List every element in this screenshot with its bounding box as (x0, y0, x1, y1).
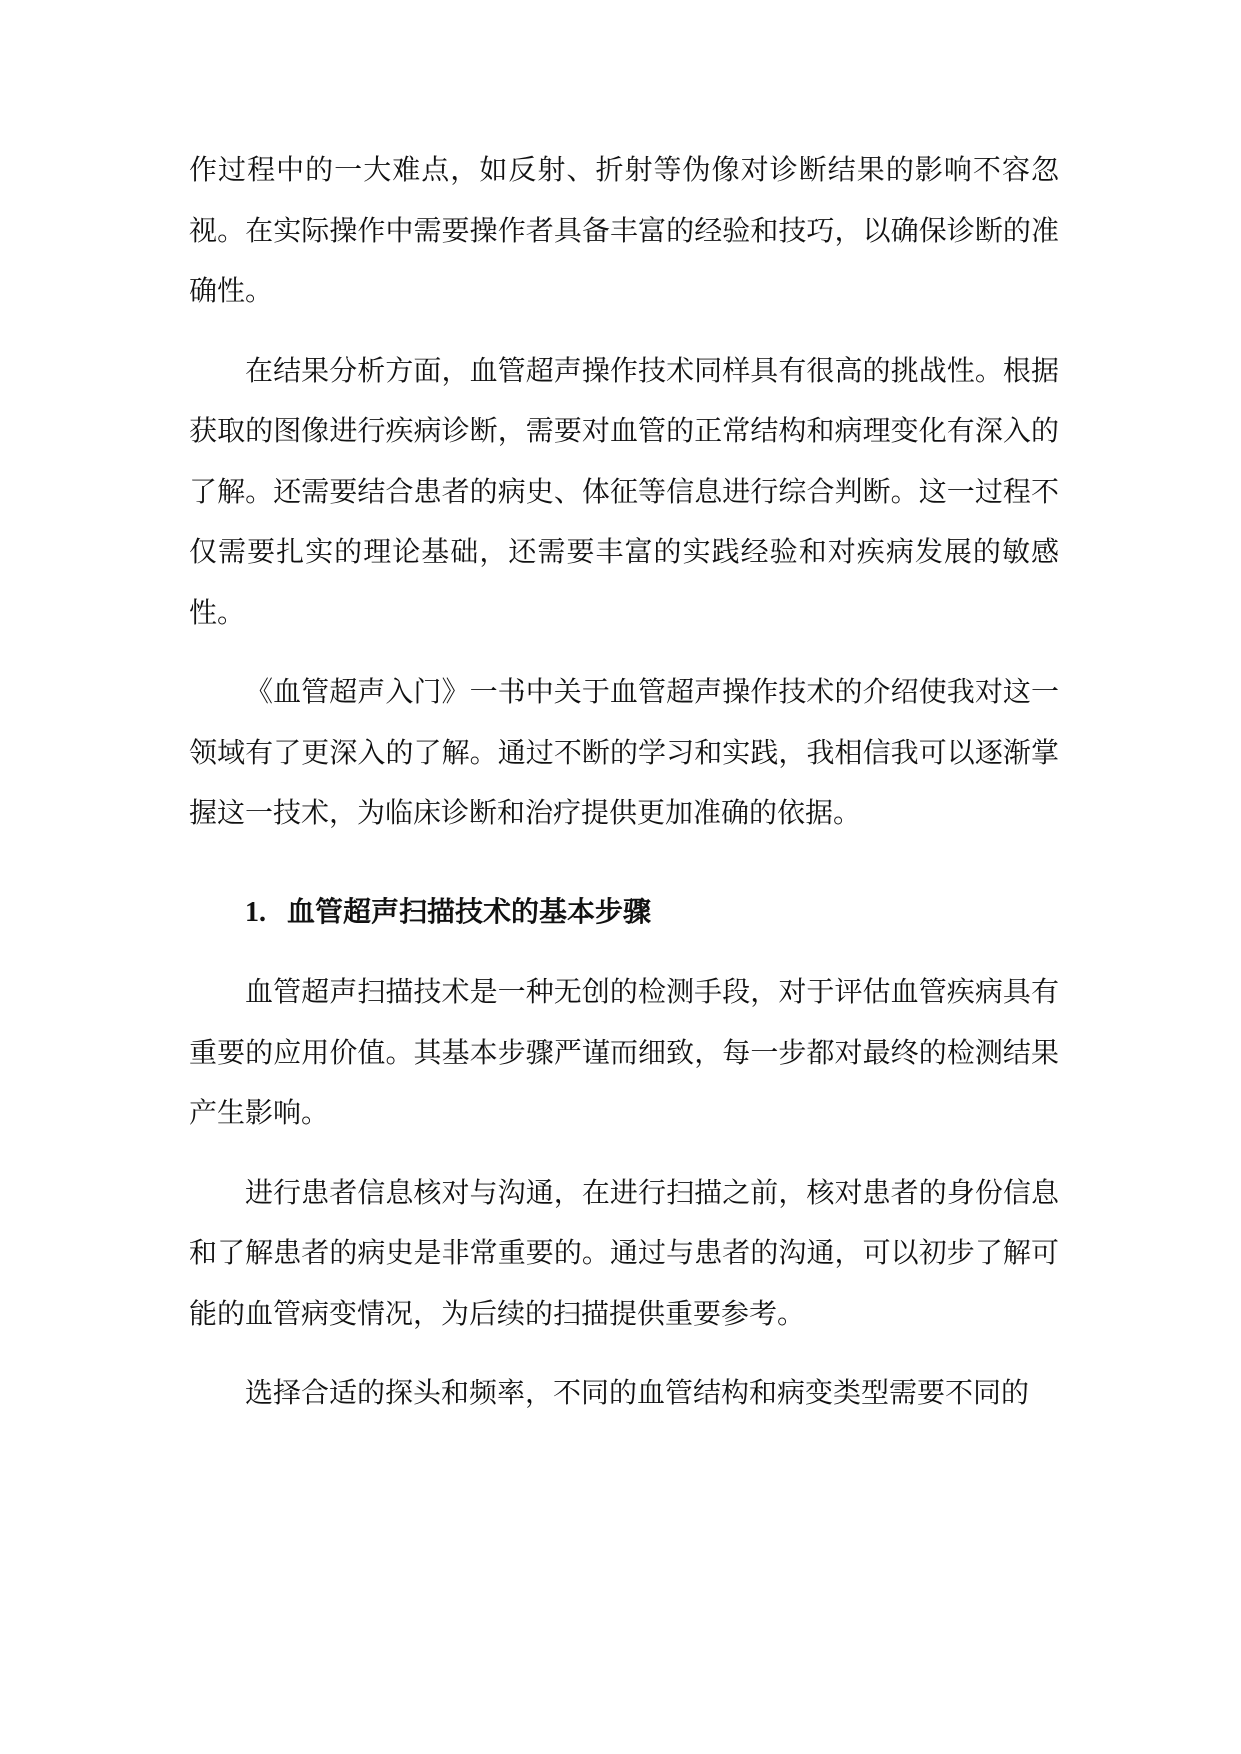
paragraph-scan-intro: 血管超声扫描技术是一种无创的检测手段，对于评估血管疾病具有重要的应用价值。其基本步骤严谨而细致，每一步都对最终的检测结果产生影响。 (189, 975, 1059, 1129)
paragraph-result-analysis: 在结果分析方面，血管超声操作技术同样具有很高的挑战性。根据获取的图像进行疾病诊断，需要对血管的正常结构和病理变化有深入的了解。还需要结合患者的病史、体征等信息进行综合判断。这一过程不仅需要扎实的理论基础，还需要丰富的实践经验和对疾病发展的敏感性。 (189, 353, 1059, 629)
document-page (189, 140, 1059, 1424)
section-title: 血管超声扫描技术的基本步骤 (287, 894, 652, 928)
paragraph-continued: 作过程中的一大难点，如反射、折射等伪像对诊断结果的影响不容忽视。在实际操作中需要操作者具备丰富的经验和技巧，以确保诊断的准确性。 (189, 153, 1059, 307)
paragraph-book-reflection: 《血管超声入门》一书中关于血管超声操作技术的介绍使我对这一领域有了更深入的了解。通过不断的学习和实践，我相信我可以逐渐掌握这一技术，为临床诊断和治疗提供更加准确的依据。 (189, 675, 1059, 829)
section-number: 1. (245, 896, 266, 928)
section-heading (189, 882, 1059, 944)
paragraph-patient-check: 进行患者信息核对与沟通，在进行扫描之前，核对患者的身份信息和了解患者的病史是非常重要的。通过与患者的沟通，可以初步了解可能的血管病变情况，为后续的扫描提供重要参考。 (189, 1175, 1059, 1330)
paragraph-probe-selection: 选择合适的探头和频率，不同的血管结构和病变类型需要不同的 (245, 1376, 1030, 1409)
